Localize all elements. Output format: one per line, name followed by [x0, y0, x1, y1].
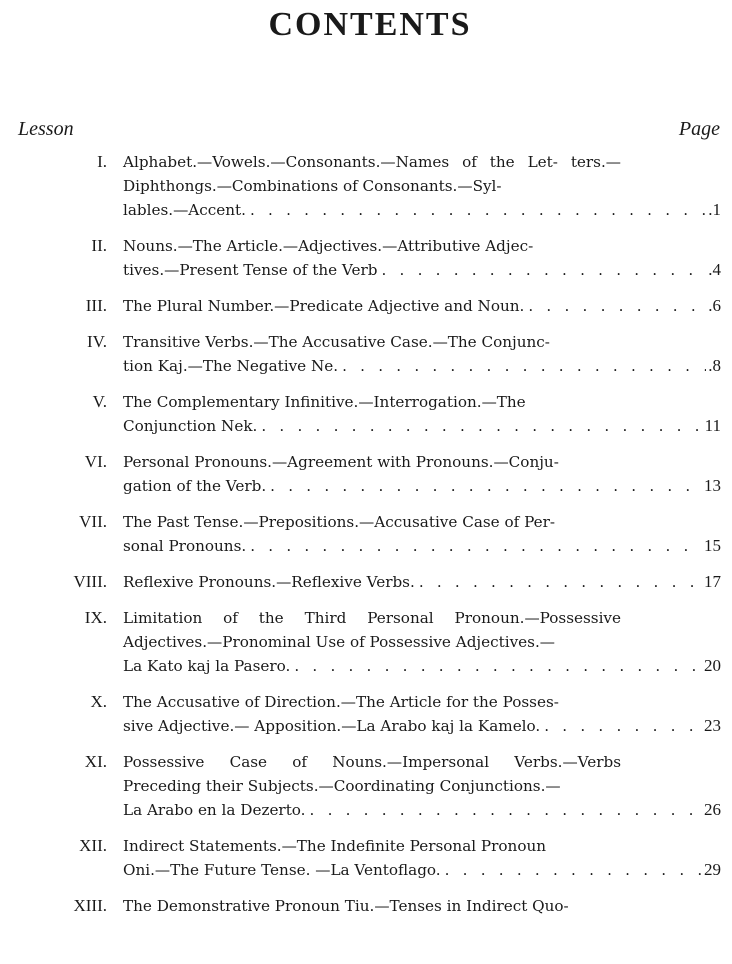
dot-leader [246, 198, 706, 222]
contents-list [0, 150, 732, 930]
toc-entry [0, 750, 732, 822]
page-number: .4 [708, 260, 721, 279]
lesson-description-end: La Arabo en la Dezerto. [123, 801, 306, 819]
lesson-number: V. [92, 392, 107, 411]
toc-entry [0, 450, 732, 498]
lesson-number: VIII. [73, 572, 107, 591]
lesson-number: VII. [79, 512, 107, 531]
lesson-description: Limitation of the Third Personal Pronoun.—Possessive Adjectives.—Pronominal Use of Possessive Adjectives.— [123, 609, 621, 651]
lesson-final-line [123, 654, 721, 678]
lesson-description: Nouns.—The Article.—Adjectives.—Attributive Adjec- [123, 237, 534, 255]
lesson-final-line [123, 534, 721, 558]
toc-entry [0, 894, 732, 918]
lesson-description-end: tives.—Present Tense of the Verb [123, 261, 378, 279]
lesson-description: The Complementary Infinitive.—Interrogation.—The [123, 393, 526, 411]
lesson-final-line [123, 858, 721, 882]
lesson-final-line [123, 258, 721, 282]
dot-leader [338, 354, 706, 378]
lesson-final-line [123, 414, 721, 438]
lesson-number: XIII. [73, 896, 107, 915]
dot-leader [246, 534, 702, 558]
page-number: .1 [708, 200, 721, 219]
lesson-final-line [123, 198, 721, 222]
lesson-description-end: La Kato kaj la Pasero. [123, 657, 291, 675]
page-number: 26 [704, 800, 721, 819]
lesson-final-line [123, 798, 721, 822]
page-number: 23 [704, 716, 721, 735]
lesson-description-end: Reflexive Pronouns.—Reflexive Verbs. [123, 573, 415, 591]
page-number: 17 [704, 572, 721, 591]
page-number: 29 [704, 860, 721, 879]
lesson-number: IV. [87, 332, 107, 351]
page-title: CONTENTS [268, 6, 472, 43]
page-number: 11 [704, 416, 721, 435]
lesson-description-end: Oni.—The Future Tense. —La Ventoflago. [123, 861, 441, 879]
toc-entry [0, 330, 732, 378]
toc-entry [0, 234, 732, 282]
lesson-description-end: sonal Pronouns. [123, 537, 247, 555]
lesson-description: The Demonstrative Pronoun Tiu.—Tenses in Indirect Quo- [123, 897, 569, 915]
toc-entry [0, 150, 732, 222]
lesson-description: Indirect Statements.—The Indefinite Personal Pronoun [123, 837, 547, 855]
lesson-number: XII. [79, 836, 107, 855]
toc-entry [0, 690, 732, 738]
lesson-number: IX. [84, 608, 107, 627]
lesson-final-line [123, 354, 721, 378]
lesson-description: Alphabet.—Vowels.—Consonants.—Names of the Let- ters.—Diphthongs.—Combinations of Consonants.—Syl- [123, 153, 621, 195]
lesson-description: Possessive Case of Nouns.—Impersonal Verbs.—Verbs Preceding their Subjects.—Coordinating Conjunctions.— [123, 753, 621, 795]
dot-leader [290, 654, 702, 678]
lesson-column-header: Lesson [18, 118, 74, 140]
dot-leader [441, 858, 702, 882]
toc-entry [0, 510, 732, 558]
dot-leader [266, 474, 702, 498]
page-number: 13 [704, 476, 721, 495]
lesson-number: XI. [84, 752, 107, 771]
lesson-description-end: lables.—Accent. [123, 201, 246, 219]
lesson-description: Transitive Verbs.—The Accusative Case.—The Conjunc- [123, 333, 550, 351]
lesson-description-end: gation of the Verb. [123, 477, 267, 495]
toc-entry [0, 294, 732, 318]
lesson-description-end: sive Adjective.— Apposition.—La Arabo kaj la Kamelo. [123, 717, 541, 735]
page-number: .8 [708, 356, 721, 375]
dot-leader [257, 414, 702, 438]
dot-leader [415, 570, 702, 594]
toc-entry [0, 570, 732, 594]
lesson-number: X. [90, 692, 107, 711]
toc-entry [0, 834, 732, 882]
lesson-final-line [123, 474, 721, 498]
lesson-final-line [123, 294, 721, 318]
dot-leader [377, 258, 706, 282]
lesson-number: VI. [84, 452, 107, 471]
toc-entry [0, 390, 732, 438]
page-column-header: Page [678, 118, 720, 140]
lesson-number: II. [91, 236, 107, 255]
toc-entry [0, 606, 732, 678]
lesson-description: The Accusative of Direction.—The Article for the Posses- [123, 693, 559, 711]
lesson-description-end: The Plural Number.—Predicate Adjective and Noun. [123, 297, 525, 315]
lesson-description: The Past Tense.—Prepositions.—Accusative Case of Per- [123, 513, 555, 531]
lesson-number: III. [85, 296, 107, 315]
dot-leader [524, 294, 706, 318]
page-number: 20 [704, 656, 721, 675]
page-number: .6 [708, 296, 721, 315]
lesson-number: I. [97, 152, 107, 171]
lesson-final-line [123, 714, 721, 738]
lesson-final-line [123, 570, 721, 594]
dot-leader [306, 798, 702, 822]
lesson-description-end: Conjunction Nek. [123, 417, 258, 435]
dot-leader [540, 714, 702, 738]
lesson-description-end: tion Kaj.—The Negative Ne. [123, 357, 339, 375]
page-number: 15 [704, 536, 721, 555]
lesson-description: Personal Pronouns.—Agreement with Pronouns.—Conju- [123, 453, 559, 471]
